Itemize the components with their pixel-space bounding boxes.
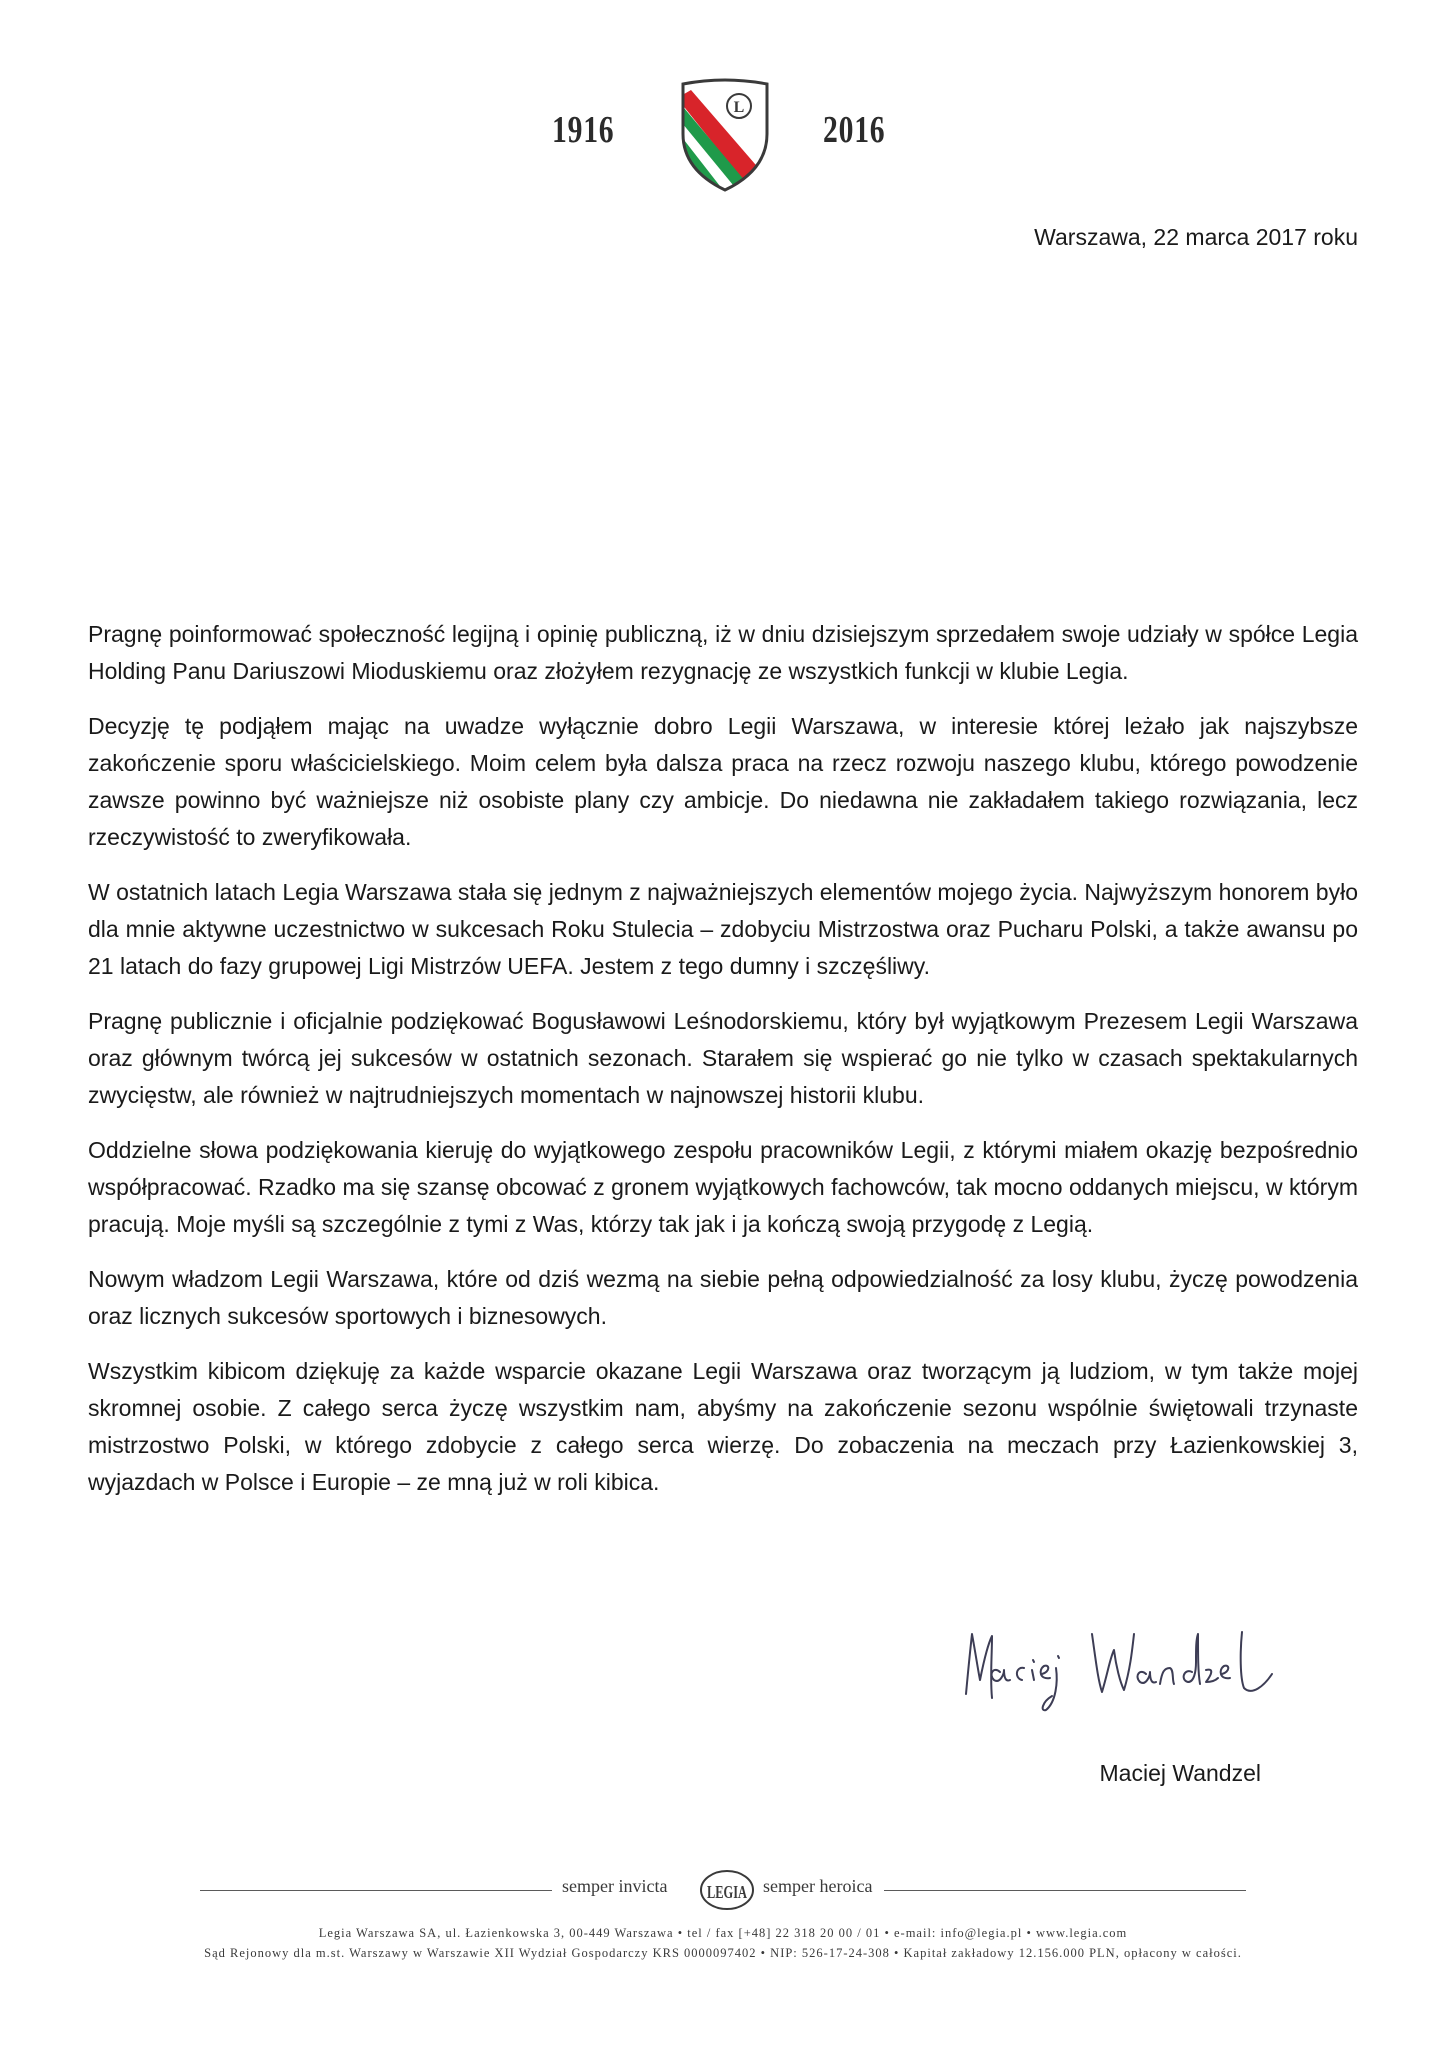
letterhead <box>0 78 1446 198</box>
motto-right: semper heroica <box>763 1876 873 1896</box>
letter-body <box>88 616 1358 1519</box>
paragraph: W ostatnich latach Legia Warszawa stała się jednym z najważniejszych elementów mojego życia. Najwyższym honorem było dla mnie aktywne uczestnictwo w sukcesach Roku Stulecia – zdobyciu Mistrzostwa oraz Pucharu Polski, a także awansu po 21 latach do fazy grupowej Ligi Mistrzów UEFA. Jestem z tego dumny i szczęśliwy. <box>88 879 1358 979</box>
crest-letter: L <box>733 99 745 116</box>
footer-contact: Legia Warszawa SA, ul. Łazienkowska 3, 00-449 Warszawa • tel / fax [+48] 22 318 20 00 / 01 • e-mail: info@legia.pl • www.legia.com <box>318 1926 1128 1940</box>
motto-left: semper invicta <box>562 1876 668 1896</box>
legia-crest-logo <box>677 78 773 194</box>
paragraph: Nowym władzom Legii Warszawa, które od dziś wezmą na siebie pełną odpowiedzialność za losy klubu, życzę powodzenia oraz licznych sukcesów sportowych i biznesowych. <box>88 1266 1358 1329</box>
handwritten-signature <box>960 1622 1290 1732</box>
paragraph: Decyzję tę podjąłem mając na uwadze wyłącznie dobro Legii Warszawa, w interesie której leżało jak najszybsze zakończenie sporu właścicielskiego. Moim celem była dalsza praca na rzecz rozwoju naszego klubu, którego powodzenie zawsze powinno być ważniejsze niż osobiste plany czy ambicje. Do niedawna nie zakładałem takiego rozwiązania, lecz rzeczywistość to zweryfikowała. <box>88 713 1358 850</box>
paragraph: Pragnę publicznie i oficjalnie podziękować Bogusławowi Leśnodorskiemu, który był wyjątkowym Prezesem Legii Warszawa oraz głównym twórcą jej sukcesów w ostatnich sezonach. Starałem się wspierać go nie tylko w czasach spektakularnych zwycięstw, ale również w najtrudniejszych momentach w najnowszej historii klubu. <box>88 1008 1358 1108</box>
divider <box>884 1890 1246 1891</box>
year-end: 2016 <box>823 109 886 151</box>
legia-footer-logo <box>698 1868 756 1912</box>
footer-logo-text: LEGIA <box>707 1882 747 1902</box>
paragraph: Wszystkim kibicom dziękuję za każde wsparcie okazane Legii Warszawa oraz tworzącym ją ludziom, w tym także mojej skromnej osobie. Z całego serca życzę wszystkim nam, abyśmy na zakończenie sezonu wspólnie świętowali trzynaste mistrzostwo Polski, w którego zdobycie z całego serca wierzę. Do zobaczenia na meczach przy Łazienkowskiej 3, wyjazdach w Polsce i Europie – ze mną już w roli kibica. <box>88 1358 1358 1495</box>
letter-date: Warszawa, 22 marca 2017 roku <box>1034 224 1358 250</box>
footer-motto <box>200 1868 1246 1912</box>
year-start: 1916 <box>552 109 615 151</box>
signer-name: Maciej Wandzel <box>1099 1760 1261 1786</box>
paragraph: Oddzielne słowa podziękowania kieruję do wyjątkowego zespołu pracowników Legii, z którymi miałem okazję bezpośrednio współpracować. Rzadko ma się szansę obcować z gronem wyjątkowych fachowców, tak mocno oddanych miejscu, w którym pracują. Moje myśli są szczególnie z tymi z Was, którzy tak jak i ja kończą swoją przygodę z Legią. <box>88 1137 1358 1237</box>
footer-registry: Sąd Rejonowy dla m.st. Warszawy w Warszawie XII Wydział Gospodarczy KRS 0000097402 • NIP: 526-17-24-308 • Kapitał zakładowy 12.156.000 PLN, opłacony w całości. <box>204 1946 1242 1960</box>
paragraph: Pragnę poinformować społeczność legijną i opinię publiczną, iż w dniu dzisiejszym sprzedałem swoje udziały w spółce Legia Holding Panu Dariuszowi Mioduskiemu oraz złożyłem rezygnację ze wszystkich funkcji w klubie Legia. <box>88 621 1358 684</box>
divider <box>200 1890 552 1891</box>
